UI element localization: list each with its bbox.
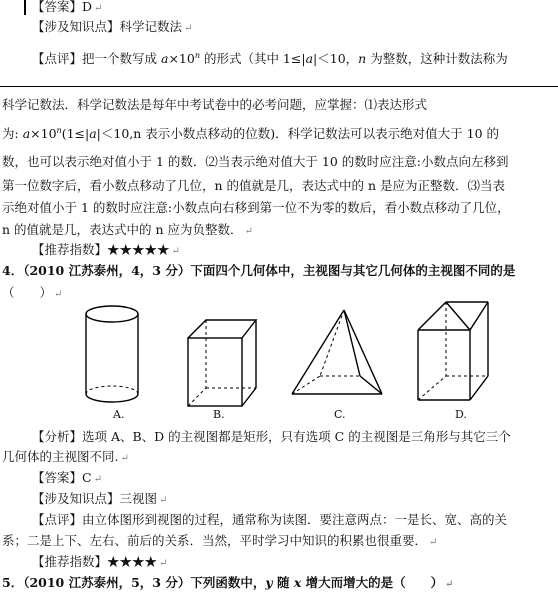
question-4-line: 4．（2010 江苏泰州，4，3 分）下面四个几何体中，主视图与其它几何体的主视图不同的是: [2, 263, 516, 278]
comment-text-3: 系；二是上下、左右、前后的关系．当然，平时学习中知识的积累也很重要．: [2, 533, 428, 548]
paragraph-line-8: 示绝对值小于 1 的数时应注意:小数点向右移到第一位不为零的数后，看小数点移动了几位，: [2, 200, 510, 215]
knowledge-point-line-1: 【涉及知识点】科学记数法 ↵: [32, 19, 193, 34]
var-a: a: [160, 51, 169, 67]
para5-text-e: (1≤|: [61, 126, 90, 142]
q4-blank-text: （ ）: [2, 285, 53, 300]
para5-text-a: 为:: [2, 126, 23, 142]
para5-exp: n: [56, 126, 62, 135]
answer-text-2: 【答案】C: [32, 470, 92, 485]
question-5-line: 5．（2010 江苏泰州，5，3 分）下列函数中，y 随 x 增大而增大的是（ ） ↵: [2, 575, 454, 590]
comment-line-3: 系；二是上下、左右、前后的关系．当然，平时学习中知识的积累也很重要． ↵: [2, 533, 438, 548]
comment-text-i: 为整数，这种计数法称为: [366, 51, 508, 67]
figure-c-pyramid: [290, 306, 390, 416]
question-4-blank: （ ） ↵: [2, 285, 63, 300]
knowledge-point-line-2: 【涉及知识点】三视图 ↵: [32, 491, 168, 506]
q5-text-a: 5．（2010 江苏泰州，5，3 分）下列函数中，: [2, 575, 266, 590]
analysis-text-2: 几何体的主视图不同.: [2, 449, 119, 464]
knowledge-point-text: 【涉及知识点】科学记数法: [32, 19, 183, 34]
answer-text: 【答案】D: [32, 0, 93, 14]
recommend-stars-2: 【推荐指数】★★★★: [32, 554, 158, 569]
recommend-line-1: 【推荐指数】★★★★★ ↵: [32, 242, 180, 257]
q5-text-e: 增大而增大的是（ ）: [301, 575, 444, 590]
para5-var-a: a: [22, 126, 31, 142]
paragraph-line-6: 数，也可以表示绝对值小于 1 的数．⑵当表示绝对值大于 10 的数时应注意:小数点向左移到: [2, 154, 509, 169]
para5-times: ×10: [30, 126, 57, 142]
exponent-n: n: [194, 51, 200, 60]
paragraph-line-5: [2, 122, 499, 143]
comment-text-g: |＜10，: [313, 51, 359, 67]
times-ten: ×10: [168, 51, 195, 67]
paragraph-line-9: n 的值就是几，表达式中的 n 应为负整数． ↵: [2, 222, 253, 237]
q5-var-y: y: [265, 575, 273, 590]
q5-var-x: x: [293, 575, 302, 590]
answer-line-1: 【答案】D ↵: [32, 0, 103, 14]
analysis-line-1: 【分析】选项 A、B、D 的主视图都是矩形，只有选项 C 的主视图是三角形与其它三个: [32, 429, 511, 444]
paragraph-line-7: 第一位数字后，看小数点移动了几位，n 的值就是几，表达式中的 n 是应为正整数．⑶当表: [2, 178, 506, 193]
comment-text-e: 的形式（其中 1≤|: [199, 51, 306, 67]
figure-b-label: B.: [213, 408, 225, 421]
comment-line-1: [32, 47, 508, 68]
comment-line-2: 【点评】由立体图形到视图的过程，通常称为读图．要注意两点：一是长、宽、高的关: [32, 512, 508, 527]
figure-d-label: D.: [455, 408, 467, 421]
figure-a-label: A.: [113, 408, 125, 421]
para5-text-g: |＜10,n 表示小数点移动的位数)．科学记数法可以表示绝对值大于 10 的: [96, 126, 500, 142]
comment-text-a: 【点评】把一个数写成: [32, 51, 161, 67]
figure-d-prism: [412, 296, 502, 416]
page-break-rule: [0, 86, 558, 87]
var-n: n: [358, 51, 367, 67]
recommend-line-2: 【推荐指数】★★★★ ↵: [32, 554, 168, 569]
paragraph-line-4: 科学记数法．科学记数法是每年中考试卷中的必考问题，应掌握：⑴表达形式: [2, 97, 428, 112]
figure-c-label: C.: [334, 408, 346, 421]
para5-var-a2: a: [89, 126, 97, 142]
q5-text-c: 随: [272, 575, 294, 590]
text-cursor: [24, 0, 26, 15]
var-a-abs: a: [305, 51, 314, 67]
recommend-stars-1: 【推荐指数】★★★★★: [32, 242, 170, 257]
figure-a-cylinder: [72, 302, 152, 412]
para9-text: n 的值就是几，表达式中的 n 应为负整数．: [2, 222, 243, 237]
analysis-line-2: 几何体的主视图不同. ↵: [2, 449, 129, 464]
knowledge-point-text-2: 【涉及知识点】三视图: [32, 491, 158, 506]
answer-line-2: 【答案】C ↵: [32, 470, 102, 485]
